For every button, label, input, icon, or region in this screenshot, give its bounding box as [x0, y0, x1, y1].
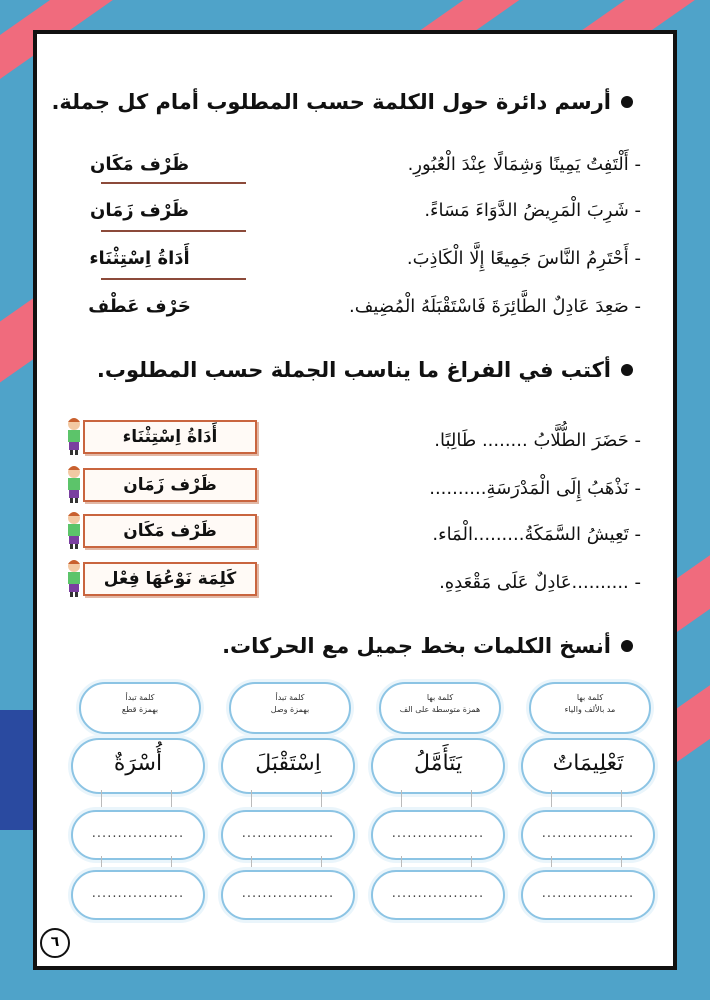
thread — [171, 790, 172, 810]
hint-line: كلمة تبدأ — [275, 693, 305, 702]
hint-line: بهمزة وصل — [270, 705, 310, 714]
page-number: ٦ — [40, 928, 70, 958]
child-icon — [61, 510, 87, 550]
copy-cloud-group — [371, 674, 511, 949]
writing-cloud[interactable]: .................. — [521, 870, 655, 920]
thread — [551, 790, 552, 810]
decor-block — [0, 710, 36, 830]
writing-cloud[interactable]: .................. — [221, 810, 355, 860]
hint-line: كلمة بها — [576, 693, 604, 702]
writing-cloud[interactable]: .................. — [371, 870, 505, 920]
thread — [251, 856, 252, 870]
answer-choice[interactable]: حَرْف عَطْف — [88, 296, 191, 317]
section1-heading — [51, 90, 633, 114]
hint-box: أَدَاةُ اِسْتِثْنَاء — [83, 420, 257, 454]
thread — [401, 790, 402, 810]
section1-title: أرسم دائرة حول الكلمة حسب المطلوب أمام كل جملة. — [51, 90, 611, 114]
hint-cloud — [229, 682, 351, 734]
thread — [171, 856, 172, 870]
thread — [101, 856, 102, 870]
child-icon — [61, 464, 87, 504]
thread — [551, 856, 552, 870]
copy-cloud-group — [221, 674, 361, 949]
word-cloud: يَتَأَمَّلُ — [371, 738, 505, 794]
thread — [401, 856, 402, 870]
sentence: - أَلْتَفِتُ يَمِينًا وَشِمَالًا عِنْدَ الْعُبُورِ. — [407, 154, 641, 175]
hint-cloud — [379, 682, 501, 734]
hint-box: كَلِمَة نَوْعُهَا فِعْل — [83, 562, 257, 596]
answer-choice[interactable]: ظَرْف زَمَان — [90, 200, 189, 221]
thread — [101, 790, 102, 810]
hint-line: كلمة بها — [426, 693, 454, 702]
section1-row — [67, 242, 641, 282]
child-icon — [61, 558, 87, 598]
word-cloud: أُسْرَةٌ — [71, 738, 205, 794]
hint-box: ظَرْف مَكَان — [83, 514, 257, 548]
copy-cloud-group — [521, 674, 661, 949]
section1-row — [67, 290, 641, 330]
bullet-icon — [621, 640, 633, 652]
bullet-icon — [621, 96, 633, 108]
sentence: - شَرِبَ الْمَرِيضُ الدَّوَاءَ مَسَاءً. — [424, 200, 641, 221]
hint-line: مد بالألف والياء — [564, 705, 616, 714]
writing-cloud[interactable]: .................. — [71, 870, 205, 920]
divider — [101, 278, 246, 280]
thread — [621, 856, 622, 870]
hint-line: همزة متوسطة على الف — [399, 705, 481, 714]
sentence[interactable]: - نَذْهَبُ إِلَى الْمَدْرَسَةِ.......... — [429, 478, 641, 499]
thread — [321, 790, 322, 810]
sentence[interactable]: - تَعِيشُ السَّمَكَةُ.........الْمَاء. — [432, 524, 641, 545]
section3-heading — [222, 634, 633, 658]
section2-heading — [97, 358, 633, 382]
thread — [321, 856, 322, 870]
child-icon — [61, 416, 87, 456]
hint-cloud — [529, 682, 651, 734]
hint-box: ظَرْف زَمَان — [83, 468, 257, 502]
worksheet-page — [33, 30, 677, 970]
thread — [471, 790, 472, 810]
writing-cloud[interactable]: .................. — [371, 810, 505, 860]
copy-cloud-group — [71, 674, 211, 949]
writing-cloud[interactable]: .................. — [71, 810, 205, 860]
sentence: - أَحْتَرِمُ النَّاسَ جَمِيعًا إِلَّا الْكَاذِبَ. — [406, 248, 641, 269]
sentence[interactable]: - ..........عَادِلٌ عَلَى مَقْعَدِهِ. — [439, 572, 641, 593]
section3-title: أنسخ الكلمات بخط جميل مع الحركات. — [222, 634, 611, 658]
hint-line: كلمة تبدأ — [125, 693, 155, 702]
thread — [621, 790, 622, 810]
word-cloud: اِسْتَقْبَلَ — [221, 738, 355, 794]
writing-cloud[interactable]: .................. — [221, 870, 355, 920]
hint-cloud — [79, 682, 201, 734]
section1-row — [67, 194, 641, 234]
divider — [101, 230, 246, 232]
answer-choice[interactable]: أَدَاةُ اِسْتِثْنَاء — [89, 248, 190, 269]
sentence[interactable]: - حَضَرَ الطُّلَّابُ ........ طَالِبًا. — [434, 430, 641, 451]
section2-title: أكتب في الفراغ ما يناسب الجملة حسب المطلوب. — [96, 358, 611, 382]
bullet-icon — [621, 364, 633, 376]
thread — [471, 856, 472, 870]
thread — [251, 790, 252, 810]
hint-line: بهمزة قطع — [121, 705, 159, 714]
word-cloud: تَعْلِيمَاتٌ — [521, 738, 655, 794]
writing-cloud[interactable]: .................. — [521, 810, 655, 860]
sentence: - صَعِدَ عَادِلٌ الطَّائِرَةَ فَاسْتَقْبَلَهُ الْمُضِيف. — [349, 296, 641, 317]
divider — [101, 182, 246, 184]
answer-choice[interactable]: ظَرْف مَكَان — [89, 154, 190, 175]
